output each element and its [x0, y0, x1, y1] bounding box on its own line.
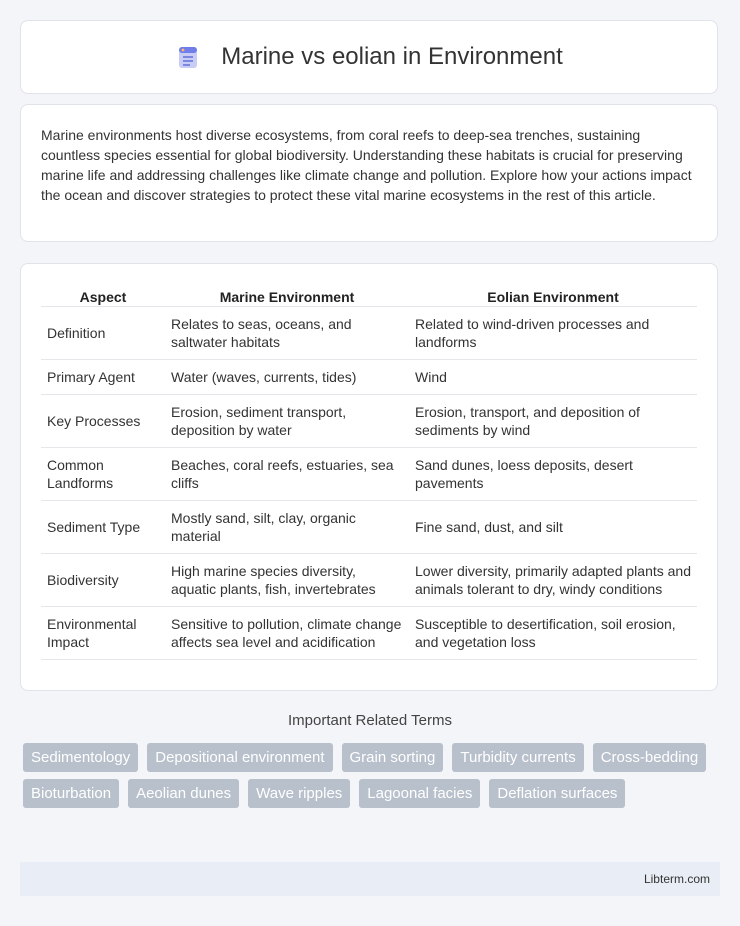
table-cell-aspect: Primary Agent	[41, 360, 165, 395]
related-term-tag[interactable]: Deflation surfaces	[489, 779, 625, 808]
table-cell-marine: Sensitive to pollution, climate change affects sea level and acidification	[165, 607, 409, 660]
table-row	[41, 395, 697, 448]
footer	[20, 862, 720, 896]
table-cell-aspect: Biodiversity	[41, 554, 165, 607]
table-cell-eolian: Fine sand, dust, and silt	[409, 501, 697, 554]
related-term-tag[interactable]: Wave ripples	[248, 779, 350, 808]
table-cell-marine: Erosion, sediment transport, deposition by water	[165, 395, 409, 448]
intro-card	[20, 104, 718, 242]
table-cell-eolian: Related to wind-driven processes and landforms	[409, 307, 697, 360]
table-cell-marine: Mostly sand, silt, clay, organic material	[165, 501, 409, 554]
related-term-tag[interactable]: Sedimentology	[23, 743, 138, 772]
comparison-card	[20, 263, 718, 691]
table-row	[41, 501, 697, 554]
table-row	[41, 360, 697, 395]
document-icon	[175, 44, 201, 70]
related-term-tag[interactable]: Aeolian dunes	[128, 779, 239, 808]
table-cell-marine: Relates to seas, oceans, and saltwater habitats	[165, 307, 409, 360]
column-header: Eolian Environment	[409, 284, 697, 307]
intro-text: Marine environments host diverse ecosystems, from coral reefs to deep-sea trenches, sustaining countless species essential for global biodiversity. Understanding these habitats is crucial for preserving marine life and addressing challenges like climate change and pollution. Explore how your actions impact the ocean and discover strategies to protect these vital marine ecosystems in the rest of this article.	[41, 127, 692, 203]
table-cell-eolian: Sand dunes, loess deposits, desert pavements	[409, 448, 697, 501]
comparison-table	[41, 284, 697, 660]
related-term-tag[interactable]: Turbidity currents	[452, 743, 583, 772]
related-term-tag[interactable]: Depositional environment	[147, 743, 332, 772]
table-row	[41, 607, 697, 660]
page-title: Marine vs eolian in Environment	[221, 43, 563, 70]
related-term-tag[interactable]: Bioturbation	[23, 779, 119, 808]
table-cell-aspect: Sediment Type	[41, 501, 165, 554]
related-terms-title: Important Related Terms	[288, 712, 452, 729]
column-header: Aspect	[41, 284, 165, 307]
table-cell-marine: Beaches, coral reefs, estuaries, sea cliffs	[165, 448, 409, 501]
column-header: Marine Environment	[165, 284, 409, 307]
table-cell-eolian: Wind	[409, 360, 697, 395]
table-cell-aspect: Key Processes	[41, 395, 165, 448]
table-cell-marine: High marine species diversity, aquatic plants, fish, invertebrates	[165, 554, 409, 607]
table-cell-marine: Water (waves, currents, tides)	[165, 360, 409, 395]
footer-link[interactable]: Libterm.com	[643, 872, 710, 886]
tag-list	[20, 743, 720, 815]
table-row	[41, 554, 697, 607]
related-term-tag[interactable]: Grain sorting	[342, 743, 444, 772]
related-term-tag[interactable]: Lagoonal facies	[359, 779, 480, 808]
table-cell-eolian: Susceptible to desertification, soil erosion, and vegetation loss	[409, 607, 697, 660]
table-cell-aspect: Common Landforms	[41, 448, 165, 501]
table-header-row	[41, 284, 697, 307]
table-cell-aspect: Definition	[41, 307, 165, 360]
header-card	[20, 20, 718, 94]
table-row	[41, 448, 697, 501]
related-terms-section	[20, 712, 720, 815]
table-cell-eolian: Lower diversity, primarily adapted plants and animals tolerant to dry, windy conditions	[409, 554, 697, 607]
table-row	[41, 307, 697, 360]
table-cell-eolian: Erosion, transport, and deposition of sediments by wind	[409, 395, 697, 448]
related-term-tag[interactable]: Cross-bedding	[593, 743, 707, 772]
table-cell-aspect: Environmental Impact	[41, 607, 165, 660]
